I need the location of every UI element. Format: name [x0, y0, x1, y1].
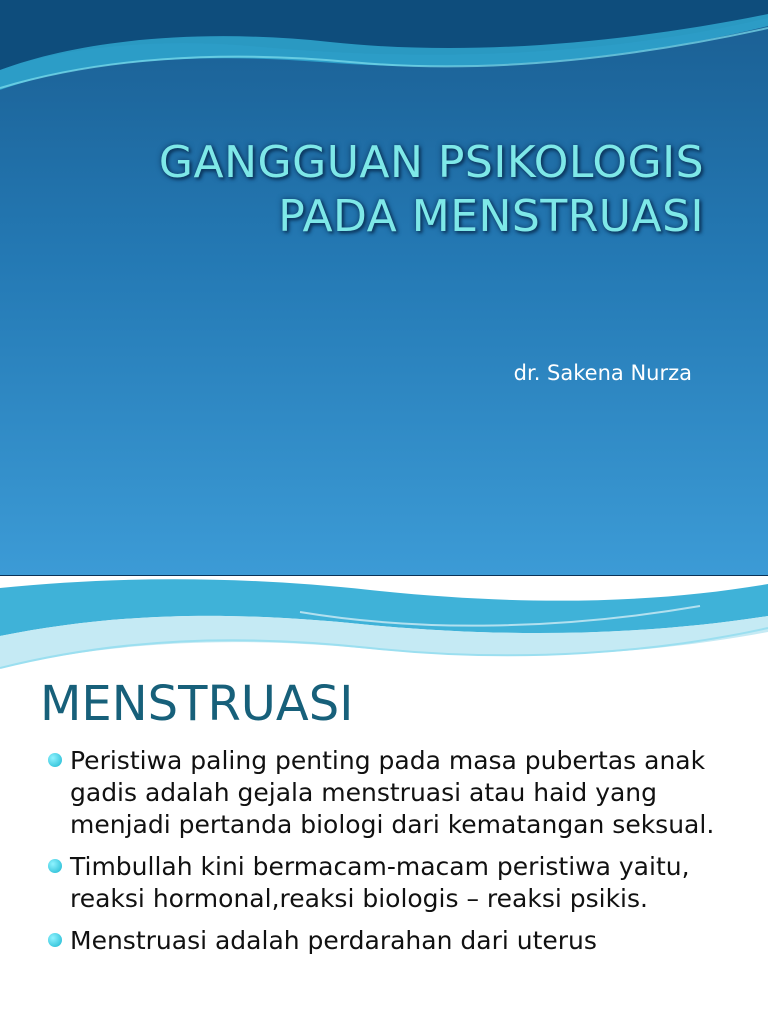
title-line-1: GANGGUAN PSIKOLOGIS — [158, 137, 704, 188]
bullet-item — [48, 851, 748, 915]
author-subtitle: dr. Sakena Nurza — [513, 361, 692, 385]
bullet-item — [48, 745, 748, 841]
wave-decoration — [0, 0, 768, 110]
bullet-dot-icon — [48, 753, 62, 767]
bullet-dot-icon — [48, 859, 62, 873]
bullet-text: Timbullah kini bermacam-macam peristiwa yaitu, reaksi hormonal,reaksi biologis – reaksi psikis. — [70, 852, 690, 913]
wave-decoration — [0, 576, 768, 686]
bullet-item — [48, 925, 748, 957]
slide-title — [60, 136, 704, 244]
bullet-dot-icon — [48, 933, 62, 947]
slide-heading: MENSTRUASI — [40, 676, 354, 732]
bullet-text: Peristiwa paling penting pada masa pubertas anak gadis adalah gejala menstruasi atau haid yang menjadi pertanda biologi dari kematangan seksual. — [70, 746, 715, 839]
title-line-2: PADA MENSTRUASI — [278, 191, 704, 242]
bullet-list — [48, 745, 748, 967]
bullet-text: Menstruasi adalah perdarahan dari uterus — [70, 926, 597, 955]
